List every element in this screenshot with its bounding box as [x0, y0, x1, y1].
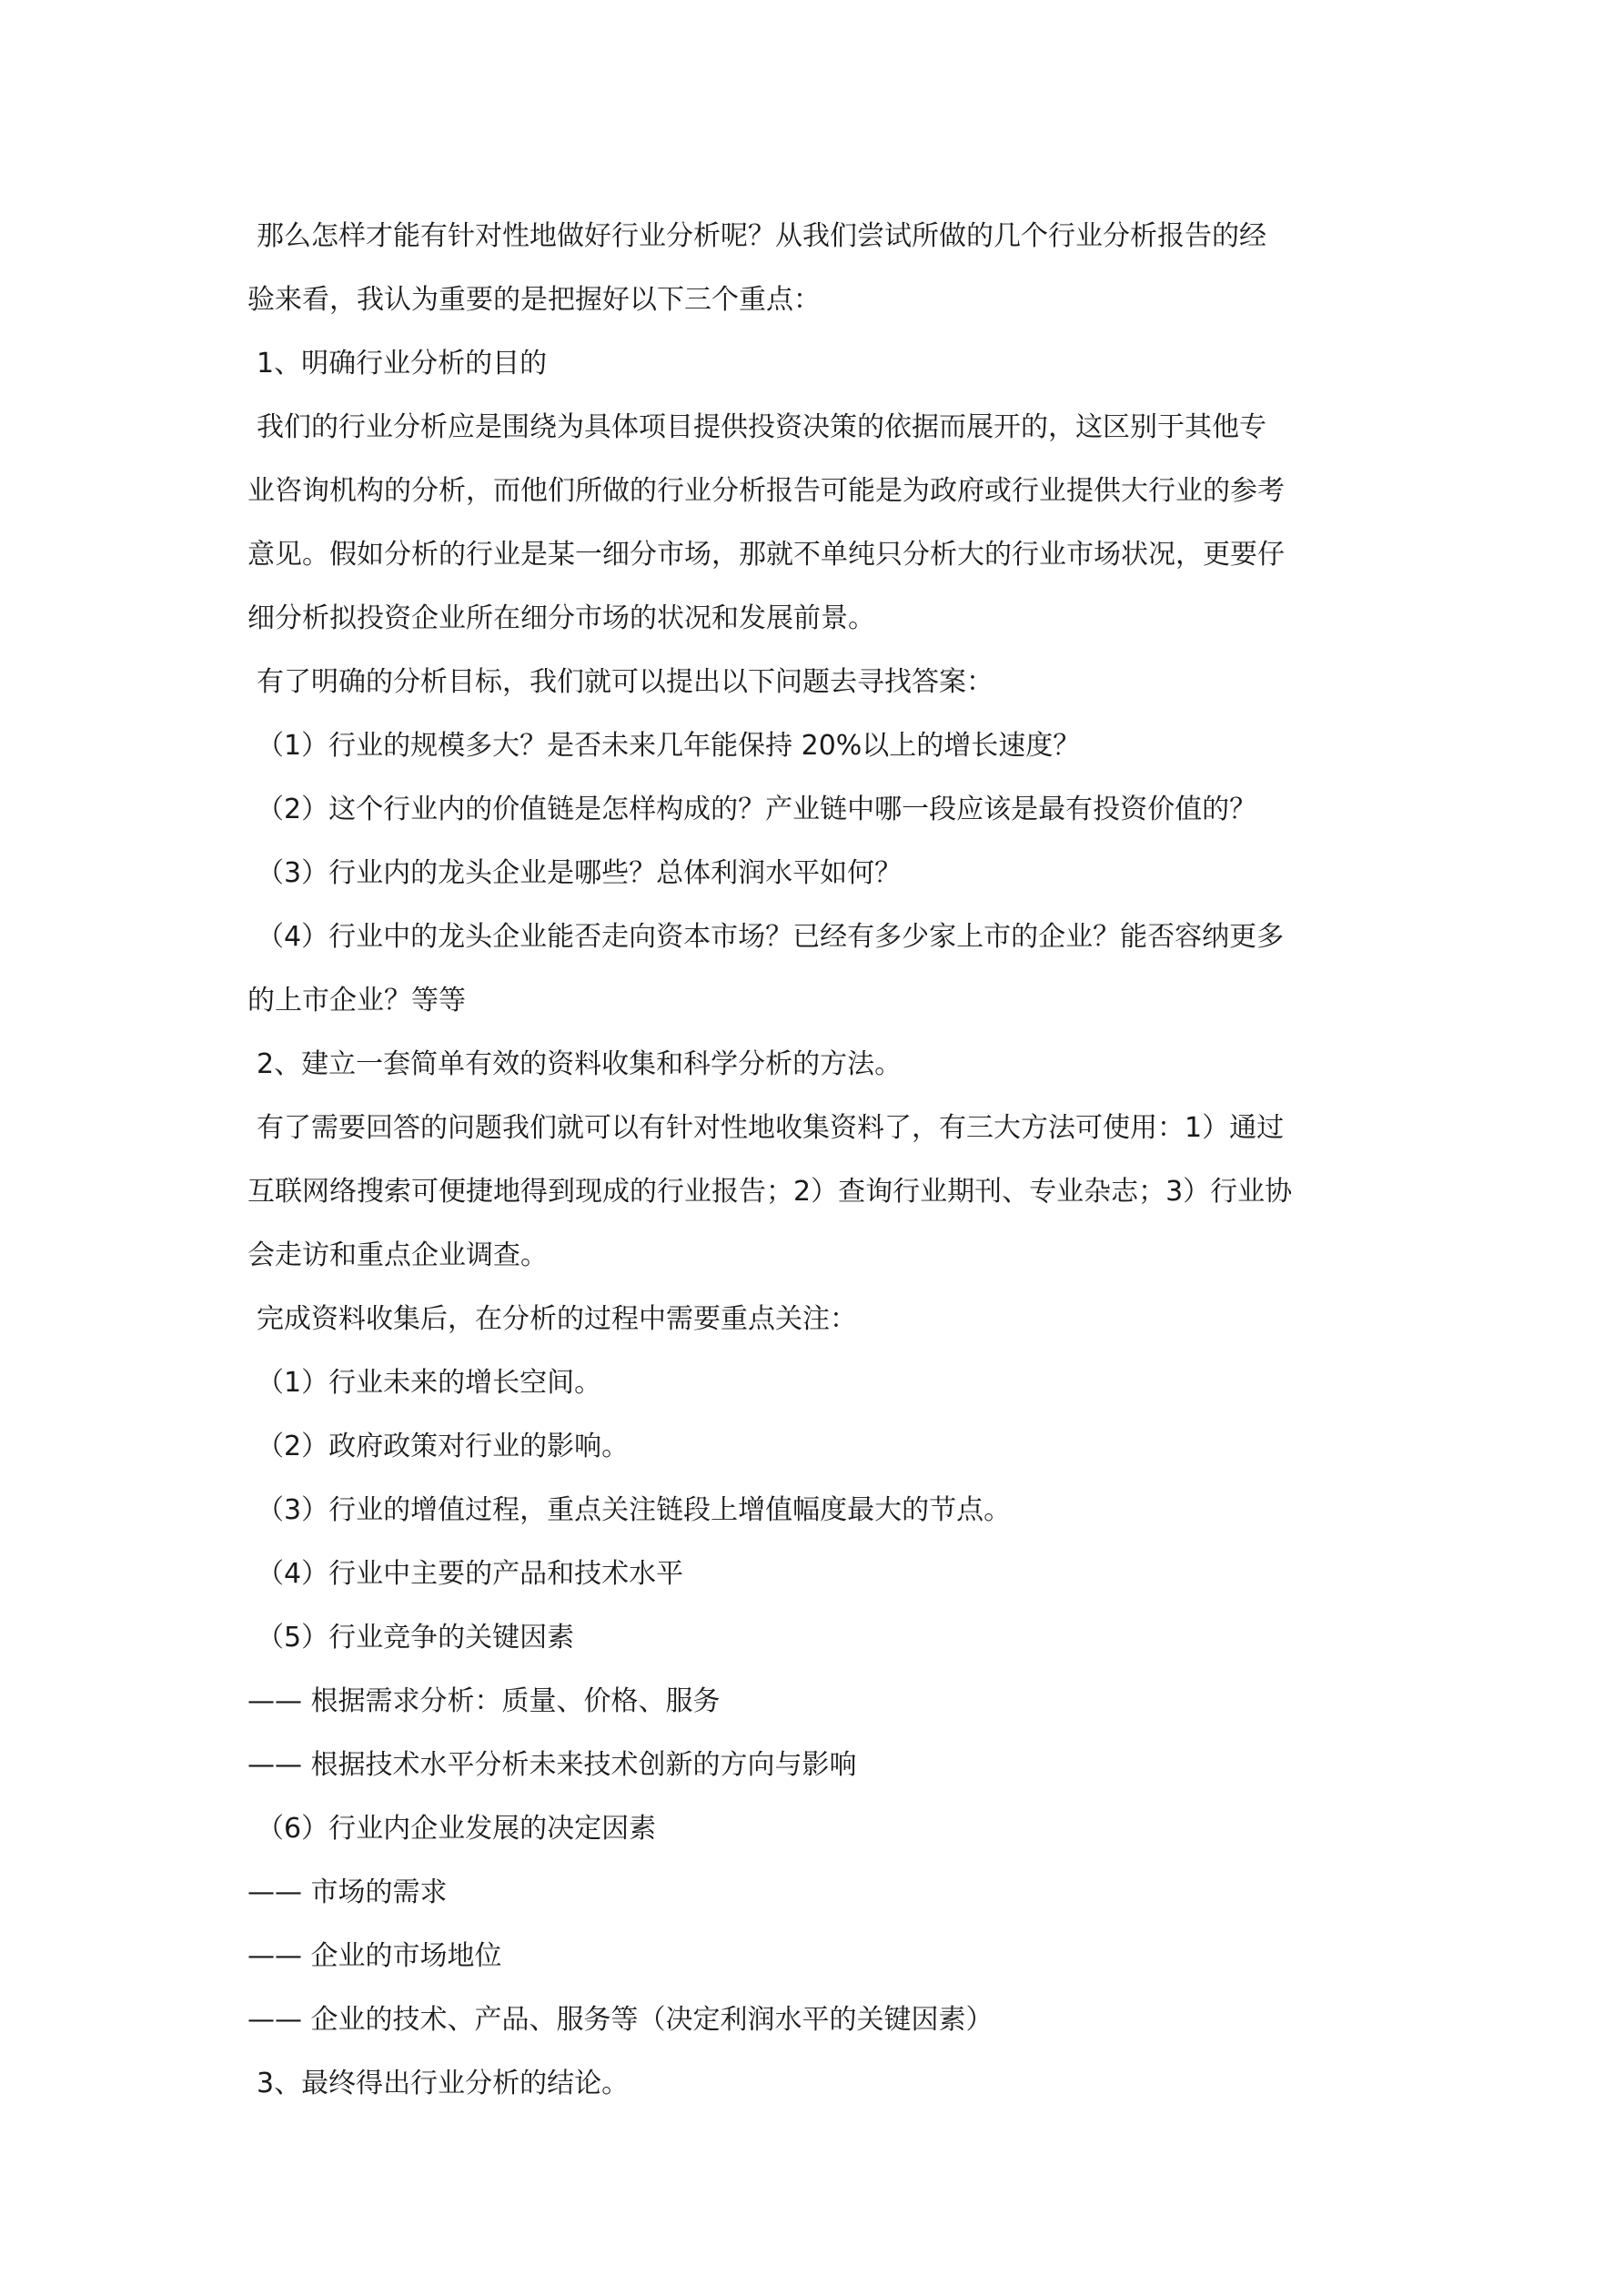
- list-item: （3）行业内的龙头企业是哪些？总体利润水平如何？: [257, 857, 903, 889]
- dash-item: —— 市场的需求: [247, 1876, 448, 1908]
- section-heading: 1、明确行业分析的目的: [257, 348, 548, 379]
- paragraph-line: 会走访和重点企业调查。: [247, 1239, 548, 1271]
- dash-item: —— 企业的市场地位: [247, 1940, 502, 1972]
- paragraph-line: 那么怎样才能有针对性地做好行业分析呢？从我们尝试所做的几个行业分析报告的经: [257, 220, 1266, 252]
- section-heading: 2、建立一套简单有效的资料收集和科学分析的方法。: [257, 1048, 903, 1080]
- list-item: （1）行业的规模多大？是否未来几年能保持 20%以上的增长速度？: [257, 730, 1081, 762]
- list-item: （4）行业中主要的产品和技术水平: [257, 1558, 684, 1590]
- paragraph-line: 互联网络搜索可便捷地得到现成的行业报告；2）查询行业期刊、专业杂志；3）行业协: [247, 1176, 1293, 1208]
- dash-item: —— 根据技术水平分析未来技术创新的方向与影响: [247, 1749, 857, 1781]
- paragraph-line: 有了需要回答的问题我们就可以有针对性地收集资料了，有三大方法可使用：1）通过: [257, 1112, 1285, 1144]
- paragraph-line: 意见。假如分析的行业是某一细分市场，那就不单纯只分析大的行业市场状况，更要仔: [247, 539, 1285, 571]
- paragraph-line: 验来看，我认为重要的是把握好以下三个重点：: [247, 284, 821, 316]
- paragraph-line: 业咨询机构的分析，而他们所做的行业分析报告可能是为政府或行业提供大行业的参考: [247, 475, 1285, 507]
- list-item: （5）行业竞争的关键因素: [257, 1622, 575, 1654]
- list-item: （2）这个行业内的价值链是怎样构成的？产业链中哪一段应该是最有投资价值的？: [257, 794, 1257, 825]
- section-heading: 3、最终得出行业分析的结论。: [257, 2068, 630, 2099]
- paragraph-line: 我们的行业分析应是围绕为具体项目提供投资决策的依据而展开的，这区别于其他专: [257, 411, 1266, 443]
- list-item: （2）政府政策对行业的影响。: [257, 1431, 630, 1462]
- list-item: （4）行业中的龙头企业能否走向资本市场？已经有多少家上市的企业？能否容纳更多: [257, 921, 1285, 953]
- document-body: [247, 205, 1394, 2116]
- list-item-continuation: 的上市企业？等等: [247, 985, 466, 1017]
- list-item: （6）行业内企业发展的决定因素: [257, 1813, 657, 1845]
- paragraph-line: 细分析拟投资企业所在细分市场的状况和发展前景。: [247, 602, 875, 634]
- dash-item: —— 根据需求分析：质量、价格、服务: [247, 1685, 721, 1717]
- dash-item: —— 企业的技术、产品、服务等（决定利润水平的关键因素）: [247, 2004, 994, 2036]
- list-item: （3）行业的增值过程，重点关注链段上增值幅度最大的节点。: [257, 1494, 1012, 1526]
- paragraph-line: 有了明确的分析目标，我们就可以提出以下问题去寻找答案：: [257, 666, 994, 698]
- list-item: （1）行业未来的增长空间。: [257, 1367, 602, 1399]
- paragraph-line: 完成资料收集后，在分析的过程中需要重点关注：: [257, 1303, 857, 1335]
